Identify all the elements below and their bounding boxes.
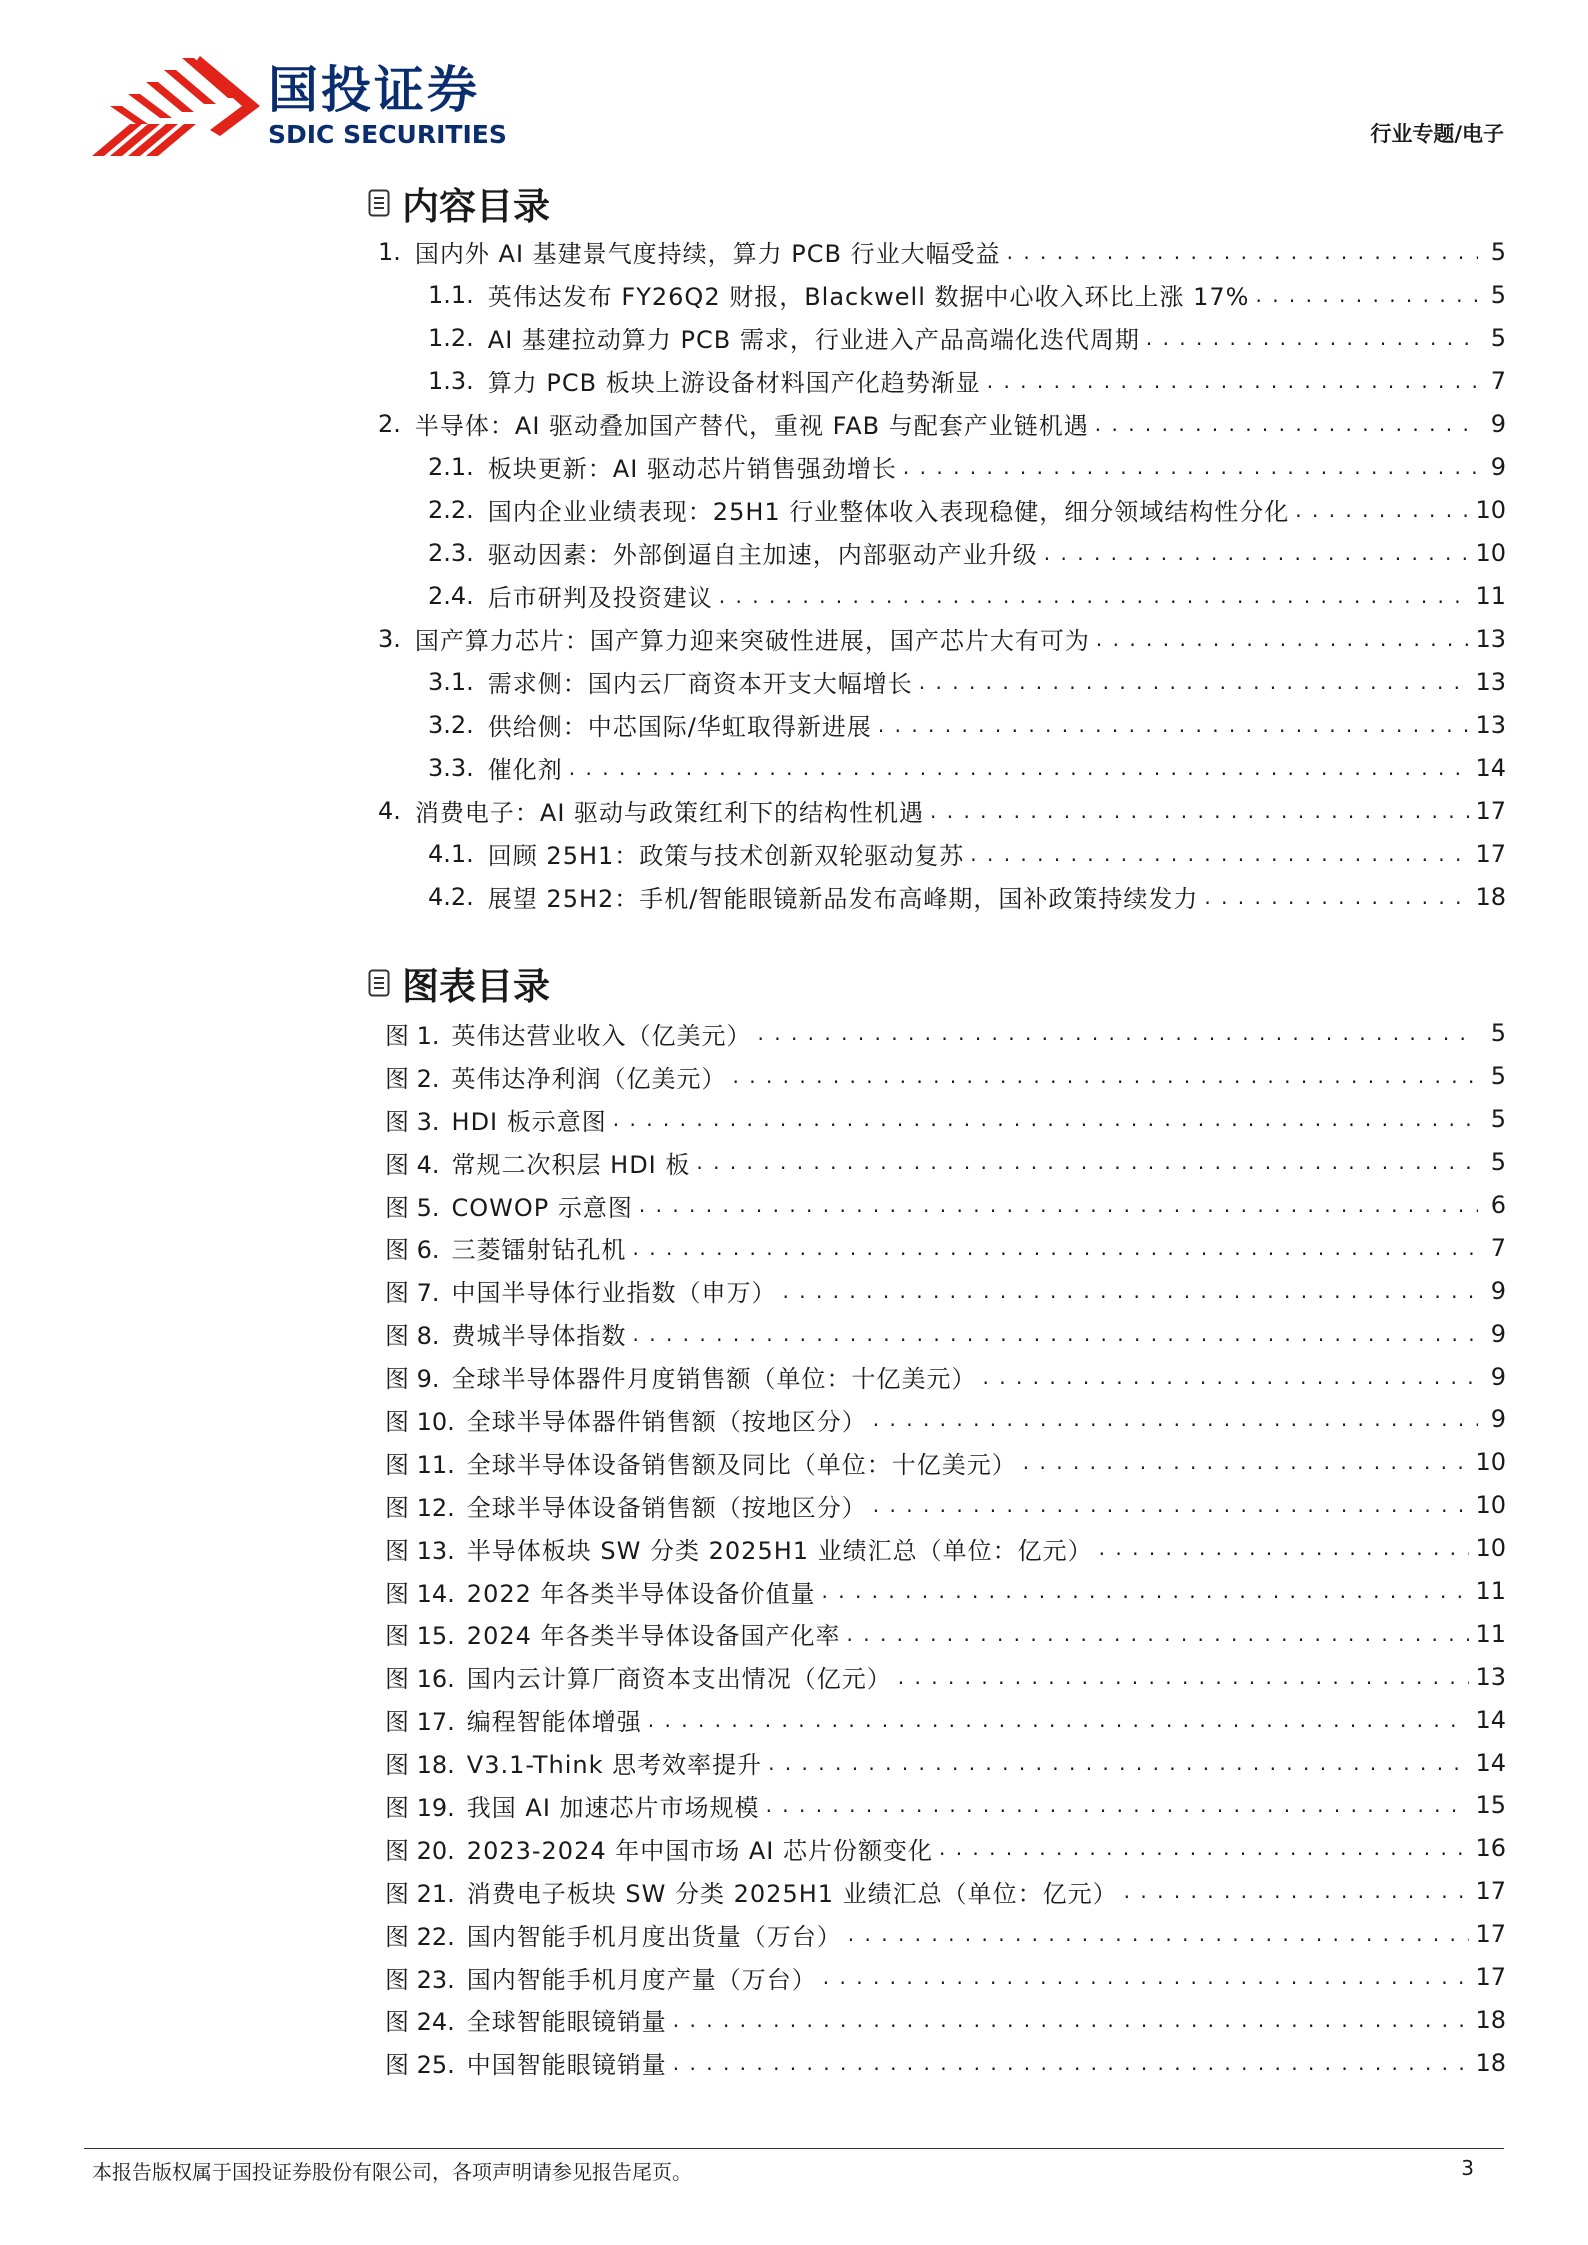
footer-page-number: 3 bbox=[1461, 2156, 1474, 2180]
toc-entry-page: 7 bbox=[1490, 366, 1506, 395]
dot-leader bbox=[903, 454, 1478, 480]
logo-mark-icon bbox=[90, 56, 260, 156]
figure-entry-title[interactable]: 国内智能手机月度出货量（万台） bbox=[466, 1922, 842, 1951]
figure-entry-title[interactable]: 国内云计算厂商资本支出情况（亿元） bbox=[466, 1665, 892, 1694]
toc-entry-title[interactable]: 消费电子：AI 驱动与政策红利下的结构性机遇 bbox=[414, 799, 925, 827]
company-logo bbox=[90, 56, 520, 156]
footer-divider bbox=[84, 2148, 1504, 2149]
figure-entry-page: 14 bbox=[1475, 1748, 1506, 1777]
dot-leader bbox=[847, 1621, 1470, 1647]
figure-entry[interactable] bbox=[385, 1441, 1506, 1484]
toc-entry-page: 18 bbox=[1475, 882, 1506, 911]
toc-entry-page: 5 bbox=[1490, 280, 1506, 309]
figure-entry-page: 6 bbox=[1490, 1191, 1506, 1219]
toc-entry-title[interactable]: 后市研判及投资建议 bbox=[487, 584, 713, 612]
dot-leader bbox=[983, 1364, 1478, 1390]
figure-entry-page: 11 bbox=[1475, 1577, 1506, 1606]
dot-leader bbox=[930, 798, 1469, 824]
toc-entry-number: 2.3. bbox=[428, 538, 474, 567]
figure-entry-number: 图 18. bbox=[385, 1751, 455, 1780]
figure-entry-page: 9 bbox=[1490, 1276, 1506, 1305]
toc-entry-number: 4.2. bbox=[428, 882, 474, 911]
toc-entry-title[interactable]: 需求侧：国内云厂商资本开支大幅增长 bbox=[487, 670, 913, 698]
toc-entry[interactable] bbox=[378, 617, 1506, 660]
dot-leader bbox=[768, 1750, 1469, 1776]
figure-entry-title[interactable]: 常规二次积层 HDI 板 bbox=[451, 1150, 691, 1179]
toc-entry-number: 4. bbox=[378, 796, 401, 825]
toc-entry[interactable] bbox=[378, 359, 1506, 402]
toc-entry[interactable] bbox=[378, 488, 1506, 531]
figure-entry-title[interactable]: 半导体板块 SW 分类 2025H1 业绩汇总（单位：亿元） bbox=[466, 1536, 1093, 1565]
figure-entry-page: 10 bbox=[1475, 1448, 1506, 1477]
toc-entry-number: 3. bbox=[378, 624, 401, 653]
toc-entry-page: 5 bbox=[1490, 237, 1506, 266]
toc-entry-number: 2.2. bbox=[428, 495, 474, 524]
figure-entry-number: 图 2. bbox=[385, 1064, 440, 1093]
dot-leader bbox=[1023, 1449, 1470, 1475]
figure-entry-number: 图 19. bbox=[385, 1793, 455, 1822]
toc-entry-page: 17 bbox=[1475, 839, 1506, 868]
toc-entry-title[interactable]: 板块更新：AI 驱动芯片销售强劲增长 bbox=[487, 455, 897, 483]
toc-entry-page: 14 bbox=[1475, 753, 1506, 782]
dot-leader bbox=[633, 1321, 1478, 1347]
figure-entry-title[interactable]: 2022 年各类半导体设备价值量 bbox=[466, 1579, 816, 1608]
dot-leader bbox=[719, 583, 1470, 609]
figure-entry-page: 16 bbox=[1475, 1834, 1506, 1863]
toc-entry-title[interactable]: 半导体：AI 驱动叠加国产替代，重视 FAB 与配套产业链机遇 bbox=[414, 412, 1089, 440]
figure-entry-page: 10 bbox=[1475, 1534, 1506, 1563]
dot-leader bbox=[919, 669, 1470, 695]
report-category: 行业专题/电子 bbox=[1370, 122, 1504, 146]
dot-leader bbox=[633, 1235, 1478, 1261]
dot-leader bbox=[1204, 884, 1469, 910]
toc-entry-title[interactable]: 展望 25H2：手机/智能眼镜新品发布高峰期，国补政策持续发力 bbox=[487, 885, 1199, 913]
toc-entry-number: 1. bbox=[378, 237, 401, 266]
figure-entry[interactable] bbox=[385, 1655, 1506, 1698]
toc-entry-number: 3.3. bbox=[428, 753, 474, 782]
toc-entry[interactable] bbox=[378, 789, 1506, 832]
toc-entry-number: 1.2. bbox=[428, 323, 474, 352]
figure-entry-number: 图 25. bbox=[385, 2051, 455, 2080]
figure-entry-number: 图 12. bbox=[385, 1493, 455, 1522]
toc-entry[interactable] bbox=[378, 660, 1506, 703]
figure-entry-title[interactable]: 消费电子板块 SW 分类 2025H1 业绩汇总（单位：亿元） bbox=[466, 1879, 1118, 1908]
figure-entry-number: 图 13. bbox=[385, 1536, 455, 1565]
figures-heading-text: 图表目录 bbox=[402, 965, 550, 1008]
figure-entry-number: 图 20. bbox=[385, 1836, 455, 1865]
figure-entry-page: 9 bbox=[1490, 1319, 1506, 1348]
figure-entry-number: 图 7. bbox=[385, 1279, 440, 1308]
dot-leader bbox=[648, 1707, 1470, 1733]
figure-entry-number: 图 24. bbox=[385, 2008, 455, 2037]
figure-entry[interactable] bbox=[385, 1956, 1506, 1999]
toc-entry-number: 1.1. bbox=[428, 280, 474, 309]
figure-entry-page: 5 bbox=[1490, 1019, 1506, 1048]
document-icon bbox=[368, 189, 390, 217]
dot-leader bbox=[898, 1664, 1470, 1690]
toc-entry[interactable] bbox=[378, 445, 1506, 488]
figure-entry-title[interactable]: 中国智能眼镜销量 bbox=[466, 2051, 667, 2080]
toc-entry[interactable] bbox=[378, 832, 1506, 875]
dot-leader bbox=[987, 368, 1478, 394]
toc-entry-title[interactable]: 算力 PCB 板块上游设备材料国产化趋势渐显 bbox=[487, 369, 981, 397]
toc-entry-title[interactable]: 催化剂 bbox=[487, 756, 563, 784]
toc-entry-number: 2.1. bbox=[428, 452, 474, 481]
figure-entry[interactable] bbox=[385, 1570, 1506, 1613]
figure-entry-number: 图 21. bbox=[385, 1879, 455, 1908]
dot-leader bbox=[673, 2050, 1470, 2076]
figure-entry-page: 14 bbox=[1475, 1705, 1506, 1734]
dot-leader bbox=[1255, 282, 1478, 308]
toc-entry[interactable] bbox=[378, 574, 1506, 617]
toc-entry-title[interactable]: 国内外 AI 基建景气度持续，算力 PCB 行业大幅受益 bbox=[414, 240, 1001, 268]
toc-entry[interactable] bbox=[378, 746, 1506, 789]
figure-entry-number: 图 8. bbox=[385, 1322, 440, 1351]
figure-entry[interactable] bbox=[385, 1141, 1506, 1184]
dot-leader bbox=[873, 1492, 1470, 1518]
dot-leader bbox=[783, 1278, 1478, 1304]
toc-entry-number: 2. bbox=[378, 409, 401, 438]
figure-entry-page: 5 bbox=[1490, 1062, 1506, 1091]
dot-leader bbox=[639, 1192, 1478, 1218]
figure-entry-page: 9 bbox=[1490, 1405, 1506, 1434]
toc-entry-title[interactable]: 供给侧：中芯国际/华虹取得新进展 bbox=[487, 713, 872, 741]
dot-leader bbox=[822, 1578, 1470, 1604]
dot-leader bbox=[673, 2007, 1470, 2033]
figure-entry-title[interactable]: HDI 板示意图 bbox=[451, 1107, 607, 1136]
dot-leader bbox=[758, 1020, 1478, 1046]
dot-leader bbox=[873, 1406, 1478, 1432]
dot-leader bbox=[733, 1063, 1478, 1089]
figure-entry[interactable] bbox=[385, 1269, 1506, 1312]
toc-entry-page: 17 bbox=[1475, 796, 1506, 825]
figure-entry-number: 图 5. bbox=[385, 1193, 440, 1222]
toc-entry-page: 9 bbox=[1490, 452, 1506, 481]
figure-entry[interactable] bbox=[385, 1055, 1506, 1098]
figure-entry-title[interactable]: 全球半导体器件销售额（按地区分） bbox=[466, 1407, 867, 1436]
figure-entry-title[interactable]: 三菱镭射钻孔机 bbox=[451, 1236, 627, 1265]
figure-entry-number: 图 9. bbox=[385, 1365, 440, 1394]
toc-heading-text: 内容目录 bbox=[402, 185, 550, 228]
figure-entry-title[interactable]: 全球智能眼镜销量 bbox=[466, 2008, 667, 2037]
figure-entry[interactable] bbox=[385, 1827, 1506, 1870]
figures-heading bbox=[368, 956, 550, 1010]
figure-entry[interactable] bbox=[385, 2041, 1506, 2084]
figure-entry[interactable] bbox=[385, 1098, 1506, 1141]
figure-entry-title[interactable]: 全球半导体器件月度销售额（单位：十亿美元） bbox=[451, 1365, 977, 1394]
toc-entry-page: 13 bbox=[1475, 667, 1506, 696]
figure-entry-page: 5 bbox=[1490, 1105, 1506, 1134]
toc-entry-page: 13 bbox=[1475, 710, 1506, 739]
figure-entry[interactable] bbox=[385, 1398, 1506, 1441]
figure-entry-number: 图 6. bbox=[385, 1236, 440, 1265]
figure-entry[interactable] bbox=[385, 1527, 1506, 1570]
figure-entry[interactable] bbox=[385, 1355, 1506, 1398]
figure-entry[interactable] bbox=[385, 1913, 1506, 1956]
toc-entry-page: 10 bbox=[1475, 495, 1506, 524]
dot-leader bbox=[939, 1835, 1469, 1861]
figure-entry-title[interactable]: 编程智能体增强 bbox=[466, 1708, 642, 1737]
figure-entry-number: 图 15. bbox=[385, 1622, 455, 1651]
figure-entry-page: 5 bbox=[1490, 1148, 1506, 1177]
figure-entry-number: 图 10. bbox=[385, 1407, 455, 1436]
logo-chinese-name: 国投证券 bbox=[268, 61, 480, 119]
document-icon bbox=[368, 969, 390, 997]
figure-entry-title[interactable]: 全球半导体设备销售额及同比（单位：十亿美元） bbox=[466, 1450, 1017, 1479]
figure-entry-title[interactable]: 英伟达净利润（亿美元） bbox=[451, 1064, 727, 1093]
toc-entry[interactable] bbox=[378, 273, 1506, 316]
toc-entry-title[interactable]: 英伟达发布 FY26Q2 财报，Blackwell 数据中心收入环比上涨 17% bbox=[487, 283, 1250, 311]
figure-entry-number: 图 16. bbox=[385, 1665, 455, 1694]
dot-leader bbox=[1096, 626, 1470, 652]
figure-entry-title[interactable]: COWOP 示意图 bbox=[451, 1193, 633, 1222]
figure-entry-page: 18 bbox=[1475, 2048, 1506, 2077]
footer-disclaimer: 本报告版权属于国投证券股份有限公司，各项声明请参见报告尾页。 bbox=[92, 2160, 692, 2184]
dot-leader bbox=[1124, 1878, 1470, 1904]
figure-entry[interactable] bbox=[385, 1698, 1506, 1741]
figure-entry-number: 图 14. bbox=[385, 1579, 455, 1608]
figure-entry-number: 图 11. bbox=[385, 1450, 455, 1479]
dot-leader bbox=[970, 841, 1469, 867]
dot-leader bbox=[823, 1964, 1470, 1990]
toc-entry[interactable] bbox=[378, 531, 1506, 574]
dot-leader bbox=[569, 755, 1470, 781]
figure-entry-title[interactable]: 中国半导体行业指数（申万） bbox=[451, 1279, 777, 1308]
figure-entry[interactable] bbox=[385, 1012, 1506, 1055]
dot-leader bbox=[613, 1106, 1478, 1132]
dot-leader bbox=[766, 1792, 1470, 1818]
dot-leader bbox=[1044, 540, 1470, 566]
toc-entry-title[interactable]: 回顾 25H1：政策与技术创新双轮驱动复苏 bbox=[487, 842, 965, 870]
toc-entry-number: 3.2. bbox=[428, 710, 474, 739]
figure-entry-page: 13 bbox=[1475, 1662, 1506, 1691]
figure-entry[interactable] bbox=[385, 1998, 1506, 2041]
figure-entry[interactable] bbox=[385, 1484, 1506, 1527]
toc-entry-page: 10 bbox=[1475, 538, 1506, 567]
dot-leader bbox=[1095, 411, 1478, 437]
toc-list bbox=[378, 230, 1506, 918]
figure-entry-page: 18 bbox=[1475, 2005, 1506, 2034]
figure-entry-title[interactable]: 我国 AI 加速芯片市场规模 bbox=[466, 1793, 760, 1822]
toc-entry-page: 9 bbox=[1490, 409, 1506, 438]
figure-entry-number: 图 22. bbox=[385, 1922, 455, 1951]
toc-entry-title[interactable]: 驱动因素：外部倒逼自主加速，内部驱动产业升级 bbox=[487, 541, 1038, 569]
toc-entry-number: 3.1. bbox=[428, 667, 474, 696]
toc-entry[interactable] bbox=[378, 230, 1506, 273]
dot-leader bbox=[1295, 497, 1469, 523]
figure-entry[interactable] bbox=[385, 1784, 1506, 1827]
toc-entry-title[interactable]: 国内企业业绩表现：25H1 行业整体收入表现稳健，细分领域结构性分化 bbox=[487, 498, 1290, 526]
figure-entry-page: 17 bbox=[1475, 1920, 1506, 1949]
toc-entry-number: 2.4. bbox=[428, 581, 474, 610]
toc-entry-number: 4.1. bbox=[428, 839, 474, 868]
figure-entry-number: 图 23. bbox=[385, 1965, 455, 1994]
dot-leader bbox=[848, 1921, 1470, 1947]
figure-entry-title[interactable]: 英伟达营业收入（亿美元） bbox=[451, 1021, 752, 1050]
figure-entry-title[interactable]: 全球半导体设备销售额（按地区分） bbox=[466, 1493, 867, 1522]
figure-entry-page: 9 bbox=[1490, 1362, 1506, 1391]
toc-entry-page: 13 bbox=[1475, 624, 1506, 653]
toc-heading bbox=[368, 176, 550, 230]
figure-entry[interactable] bbox=[385, 1226, 1506, 1269]
toc-entry[interactable] bbox=[378, 703, 1506, 746]
toc-entry[interactable] bbox=[378, 875, 1506, 918]
figure-entry-page: 17 bbox=[1475, 1877, 1506, 1906]
figure-entry[interactable] bbox=[385, 1184, 1506, 1227]
toc-entry-page: 5 bbox=[1490, 323, 1506, 352]
dot-leader bbox=[1007, 239, 1478, 265]
figure-entry-number: 图 17. bbox=[385, 1708, 455, 1737]
figure-entry-page: 7 bbox=[1490, 1233, 1506, 1262]
logo-english-name: SDIC SECURITIES bbox=[268, 120, 507, 149]
figure-entry-page: 11 bbox=[1475, 1619, 1506, 1648]
toc-entry-page: 11 bbox=[1475, 581, 1506, 610]
toc-entry[interactable] bbox=[378, 402, 1506, 445]
figure-entry[interactable] bbox=[385, 1312, 1506, 1355]
figure-entry-number: 图 4. bbox=[385, 1150, 440, 1179]
dot-leader bbox=[1146, 325, 1478, 351]
figure-entry[interactable] bbox=[385, 1870, 1506, 1913]
figure-entry-page: 15 bbox=[1475, 1791, 1506, 1820]
dot-leader bbox=[1099, 1535, 1470, 1561]
figure-entry[interactable] bbox=[385, 1612, 1506, 1655]
dot-leader bbox=[696, 1149, 1478, 1175]
figure-entry-number: 图 1. bbox=[385, 1021, 440, 1050]
figure-entry-title[interactable]: 费城半导体指数 bbox=[451, 1322, 627, 1351]
figure-entry-title[interactable]: V3.1-Think 思考效率提升 bbox=[466, 1751, 763, 1780]
figure-entry-title[interactable]: 2023-2024 年中国市场 AI 芯片份额变化 bbox=[466, 1836, 933, 1865]
toc-entry[interactable] bbox=[378, 316, 1506, 359]
figure-entry-title[interactable]: 2024 年各类半导体设备国产化率 bbox=[466, 1622, 841, 1651]
figure-entry-page: 17 bbox=[1475, 1963, 1506, 1992]
figure-entry-page: 10 bbox=[1475, 1491, 1506, 1520]
toc-entry-title[interactable]: AI 基建拉动算力 PCB 需求，行业进入产品高端化迭代周期 bbox=[487, 326, 1140, 354]
figure-entry-number: 图 3. bbox=[385, 1107, 440, 1136]
figure-entry[interactable] bbox=[385, 1741, 1506, 1784]
toc-entry-title[interactable]: 国产算力芯片：国产算力迎来突破性进展，国产芯片大有可为 bbox=[414, 627, 1090, 655]
figure-entry-title[interactable]: 国内智能手机月度产量（万台） bbox=[466, 1965, 817, 1994]
figures-list bbox=[385, 1012, 1506, 2084]
dot-leader bbox=[878, 712, 1470, 738]
toc-entry-number: 1.3. bbox=[428, 366, 474, 395]
